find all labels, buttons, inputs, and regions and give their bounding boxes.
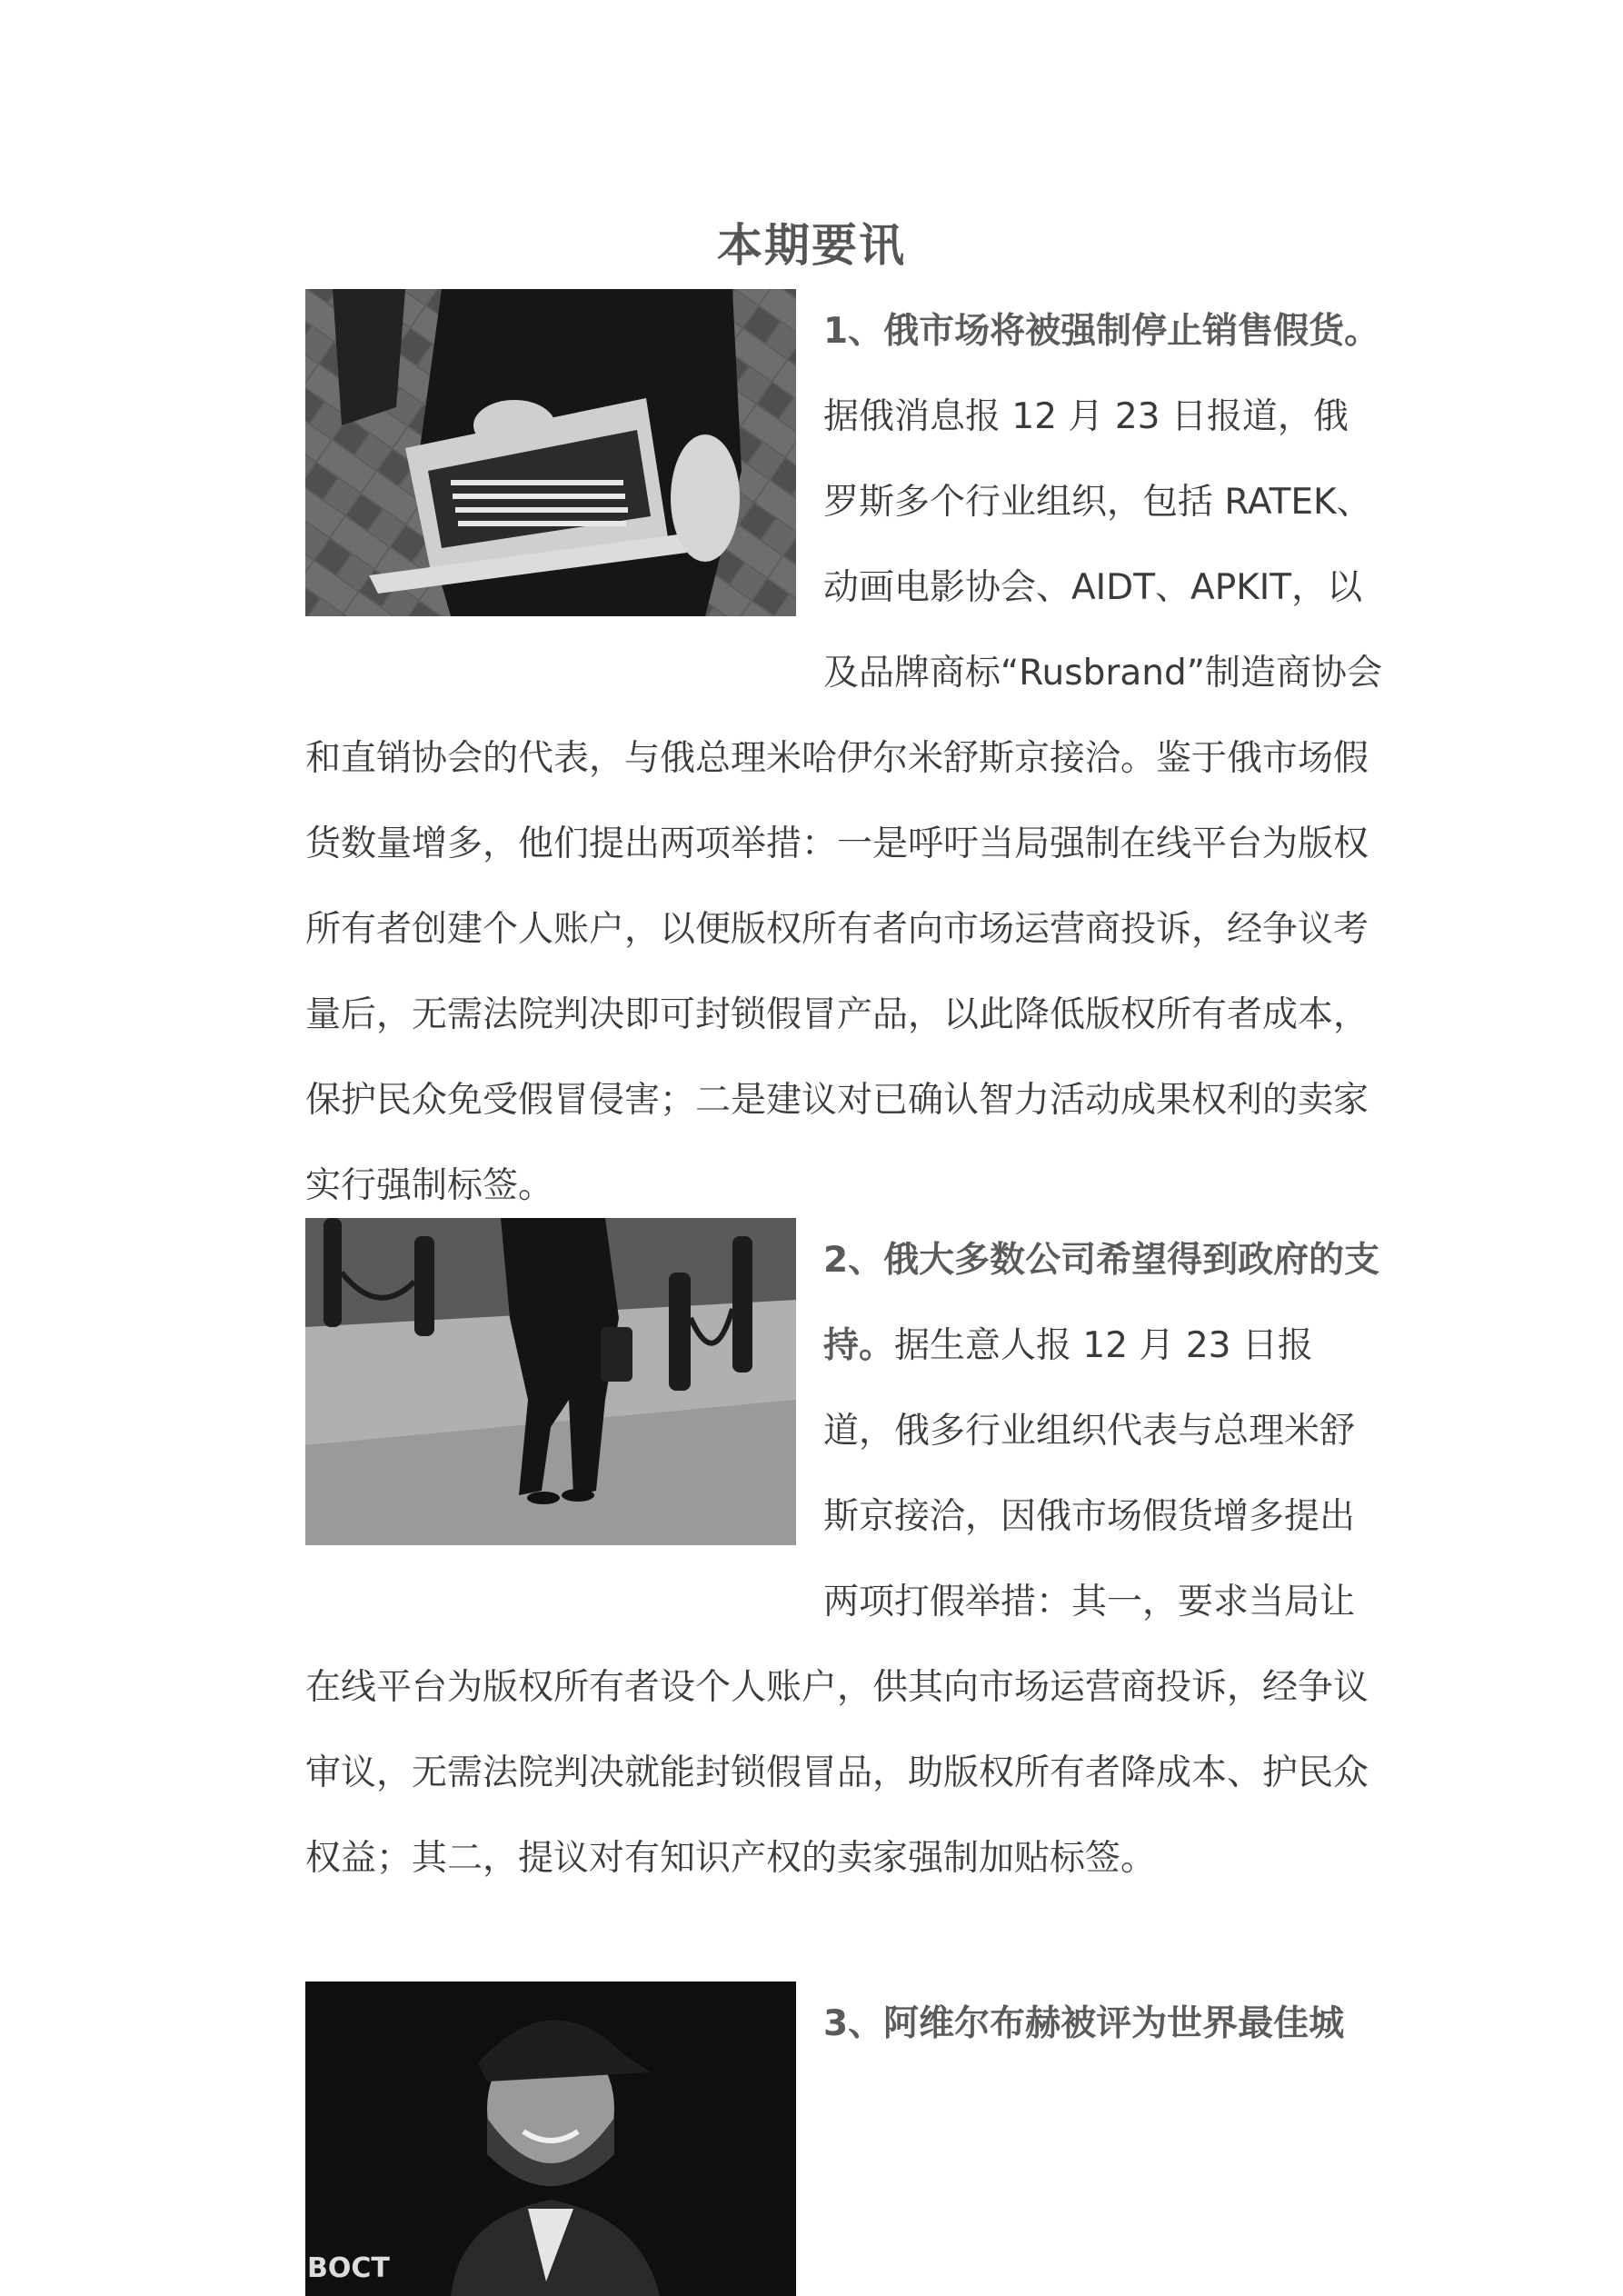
portrait-photo-icon — [305, 1982, 796, 2296]
article-2 — [305, 1218, 1382, 1902]
laptop-photo-icon — [305, 289, 796, 616]
article-body: 据俄消息报 12 月 23 日报道，俄罗斯多个行业组织，包括 RATEK、动画电影协会、AIDT、APKIT，以及品牌商标“Rusbrand”制造商协会和直销协会的代表，与俄总理米哈伊尔米舒斯京接洽。鉴于俄市场假货数量增多，他们提出两项举措：一是呼吁当局强制在线平台为版权所有者创建个人账户，以便版权所有者向市场运营商投诉，经争议考量后，无需法院判决即可封锁假冒产品，以此降低版权所有者成本，保护民众免受假冒侵害；二是建议对已确认智力活动成果权利的卖家实行强制标签。 — [305, 396, 1382, 1206]
article-headline: 3、阿维尔布赫被评为世界最佳城 — [823, 2003, 1345, 2044]
photo-caption: BOCT — [307, 2252, 390, 2284]
article-3 — [305, 1982, 1382, 2296]
walking-man-photo-icon — [305, 1218, 796, 1545]
article-headline: 1、俄市场将被强制停止销售假货。 — [823, 311, 1380, 352]
article-headline: 2、俄大多数公司希望得到政府的支持。 — [823, 1240, 1380, 1366]
article-1 — [305, 289, 1382, 1229]
page-title: 本期要讯 — [717, 219, 906, 272]
article-body: 据生意人报 12 月 23 日报道，俄多行业组织代表与总理米舒斯京接洽，因俄市场假货增多提出两项打假举措：其一，要求当局让在线平台为版权所有者设个人账户，供其向市场运营商投诉，经争议审议，无需法院判决就能封锁假冒品，助版权所有者降成本、护民众权益；其二，提议对有知识产权的卖家强制加贴标签。 — [305, 1325, 1369, 1879]
